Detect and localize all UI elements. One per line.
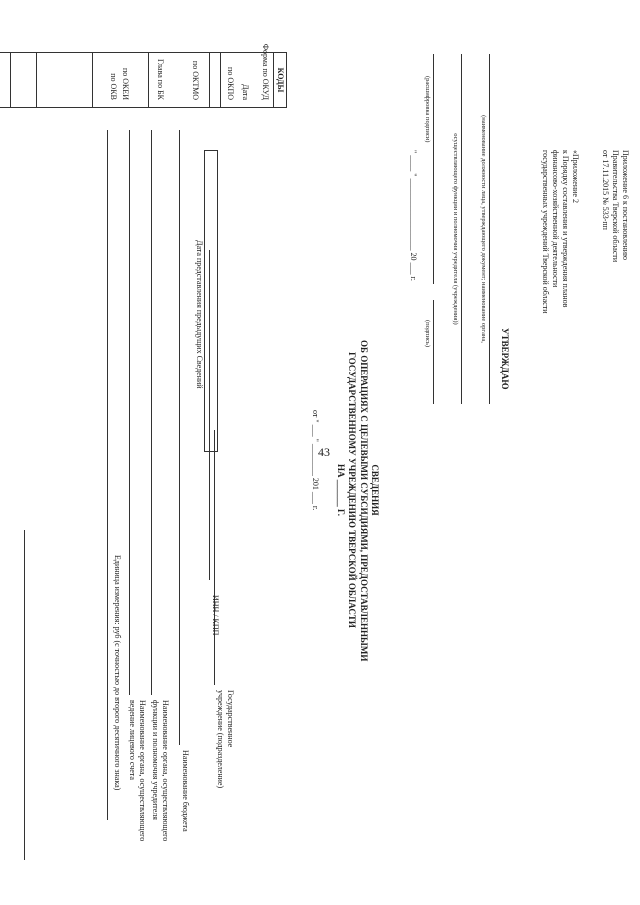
prev-date-box[interactable] <box>204 150 218 452</box>
title-line-4: НА ______ Г. <box>336 464 347 516</box>
appendix-line: Приложение 6 к постановлению <box>621 150 630 261</box>
appendix2-line: государственных учреждений Тверской области <box>541 150 550 314</box>
appendix-line: от 17.11.2015 № 533-пп <box>601 150 610 230</box>
appendix2-block <box>540 150 580 314</box>
approve-date: " ____ " __________________ 20 ___ г. <box>409 150 418 281</box>
label-okei: по ОКЕИ <box>121 67 130 100</box>
field-institution: Государственное учреждение (подразделение) <box>216 690 235 789</box>
code-cell-bk[interactable] <box>37 53 93 108</box>
title-line-1: СВЕДЕНИЯ <box>370 464 380 516</box>
rotated-form <box>10 10 630 890</box>
codes-header: КОДЫ <box>274 53 287 108</box>
field-unit: Единица измерения: руб (с точностью до второго десятичного знака) <box>113 555 122 791</box>
field-account: Наименование органа, осуществляющего ведение лицевого счета <box>128 700 147 842</box>
label-okv: по ОКВ <box>109 73 118 100</box>
sign-label: (подпись) <box>424 320 431 347</box>
label-okud: Форма по ОКУД <box>261 43 270 100</box>
approve-hint-1: (наименование должности лица, утверждающего документ; наименование органа, <box>480 115 487 343</box>
code-cell-okv[interactable] <box>0 53 11 108</box>
appendix2-line: финансово-хозяйственной деятельности <box>551 150 560 288</box>
appendix-line: Правительства Тверской области <box>611 150 620 263</box>
approve-hint-2: осуществляющего функции и полномочия учредителя (учреждения)) <box>452 133 459 325</box>
title-line-2: ОБ ОПЕРАЦИЯХ С ЦЕЛЕВЫМИ СУБСИДИЯМИ, ПРЕДОСТАВЛЕННЫМИ <box>358 340 369 662</box>
doc-title <box>335 340 380 662</box>
field-budget: Наименование бюджета <box>181 750 190 832</box>
label-prev-date: Дата представления предыдущих Сведений <box>195 240 204 389</box>
field-inn: ИНН / КПП <box>211 595 220 636</box>
label-okpo: по ОКПО <box>226 67 235 100</box>
approve-title: УТВЕРЖДАЮ <box>500 328 510 390</box>
doc-date: от " ___ " ________ 201 ___ г. <box>311 410 320 511</box>
page-number: 43 <box>318 445 330 459</box>
code-cell-okei[interactable] <box>11 53 37 108</box>
appendix-block <box>600 150 630 262</box>
label-oktmo: по ОКТМО <box>191 60 200 100</box>
label-bk: Глава по БК <box>156 59 165 100</box>
title-line-3: ГОСУДАРСТВЕННОМУ УЧРЕЖДЕНИЮ ТВЕРСКОЙ ОБЛАСТИ <box>347 352 358 628</box>
label-date: Дата <box>241 84 250 100</box>
field-founder: Наименование органа, осуществляющего функции и полномочия учредителя <box>151 700 170 842</box>
appendix2-line: к Порядку составления и утверждения планов <box>561 150 570 308</box>
decode-label: (расшифровка подписи) <box>424 76 431 143</box>
appendix2-line: «Приложение 2 <box>571 150 580 203</box>
code-cell-date[interactable] <box>210 53 221 108</box>
